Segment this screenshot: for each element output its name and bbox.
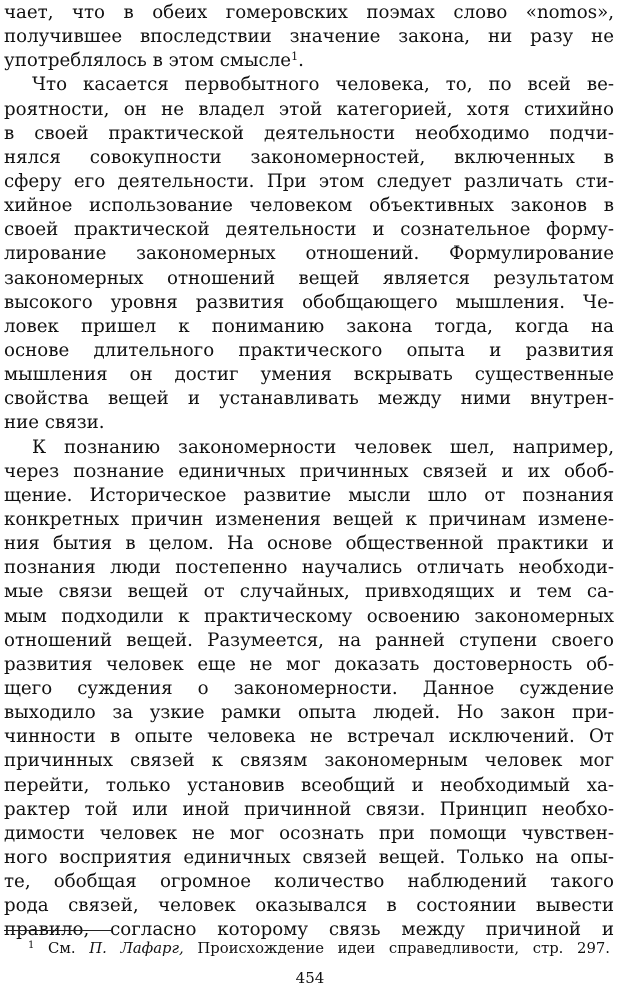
text-line: в своей практической деятельности необходимо подчи-: [4, 122, 614, 144]
footnote-divider: [4, 930, 112, 931]
text-line: рактер той или иной причинной связи. Принцип необхо-: [4, 798, 614, 820]
text-line: своей практической деятельности и сознательное форму-: [4, 219, 614, 241]
text-line: ного восприятия единичных связей вещей. Только на опы-: [4, 846, 614, 868]
text-line: роятности, он не владел этой категорией, хотя стихийно: [4, 98, 614, 120]
text-line: нялся совокупности закономерностей, включенных в: [4, 146, 614, 168]
text-line: ловек пришел к пониманию закона тогда, когда на: [4, 315, 614, 337]
text-line: развития человек еще не мог доказать достоверность об-: [4, 653, 614, 675]
text-line: ние связи.: [4, 412, 105, 434]
text-line: рода связей, человек оказывался в состоянии вывести: [4, 895, 614, 917]
footnote-marker: 1: [28, 940, 35, 951]
text-line: выходило за узкие рамки опыта людей. Но закон при-: [4, 702, 614, 724]
text-line: правило, согласно которому связь между причиной и: [4, 919, 614, 941]
text-line: свойства вещей и устанавливать между ними внутрен-: [4, 388, 614, 410]
text-line: те, обобщая огромное количество наблюдений такого: [4, 871, 614, 893]
text-line: К познанию закономерности человек шел, например,: [32, 436, 614, 458]
footnote-reference: 1: [291, 50, 299, 64]
text-line: мышления он достиг умения вскрывать существенные: [4, 364, 614, 386]
text-line: ния бытия в целом. На основе общественной практики и: [4, 533, 614, 555]
text-line: сферу его деятельности. При этом следует различать сти-: [4, 170, 614, 192]
text-line: щение. Историческое развитие мысли шло от познания: [4, 484, 614, 506]
text-line: перейти, только установив всеобщий и необходимый ха-: [4, 774, 614, 796]
text-line: познания люди постепенно научались отличать необходи-: [4, 557, 614, 579]
text-line: щего суждения о закономерности. Данное суждение: [4, 677, 614, 699]
text-line: конкретных причин изменения вещей к причинам измене-: [4, 508, 614, 530]
text-line: мым подходили к практическому освоению закономерных: [4, 605, 614, 627]
text-line: чинности в опыте человека не встречал исключений. От: [4, 726, 614, 748]
text-line: димости человек не мог осознать при помощи чувствен-: [4, 822, 614, 844]
text-line: лирование закономерных отношений. Формулирование: [4, 243, 614, 265]
paragraph: [4, 436, 614, 943]
page-number: 454: [295, 969, 325, 987]
text-line: употреблялось в этом смысле$^1$.: [4, 50, 304, 72]
paragraph: [4, 73, 614, 435]
paragraph: [4, 1, 614, 73]
text-line: получившее впоследствии значение закона, ни разу не: [4, 26, 614, 48]
text-line: через познание единичных причинных связей и их обоб-: [4, 460, 614, 482]
main-text: [4, 1, 614, 942]
text-line: основе длительного практического опыта и развития: [4, 339, 614, 361]
text-line: мые связи вещей от случайных, привходящих и тем са-: [4, 581, 614, 603]
text-line: причинных связей к связям закономерным человек мог: [4, 750, 614, 772]
text-line: закономерных отношений вещей является результатом: [4, 267, 614, 289]
text-line: высокого уровня развития обобщающего мышления. Че-: [4, 291, 614, 313]
footnote-title: Происхождение идеи справедливости, стр. 297.: [197, 940, 610, 957]
footnote-prefix: См.: [48, 940, 76, 957]
text-line: чает, что в обеих гомеровских поэмах слово «nomos»,: [4, 2, 614, 23]
text-line: отношений вещей. Разумеется, на ранней ступени своего: [4, 629, 614, 651]
text-line: Что касается первобытного человека, то, по всей ве-: [32, 74, 614, 96]
footnote-author: П. Лафарг,: [89, 940, 184, 957]
footnote: [4, 936, 610, 959]
text-line: хийное использование человеком объективных законов в: [4, 195, 614, 217]
